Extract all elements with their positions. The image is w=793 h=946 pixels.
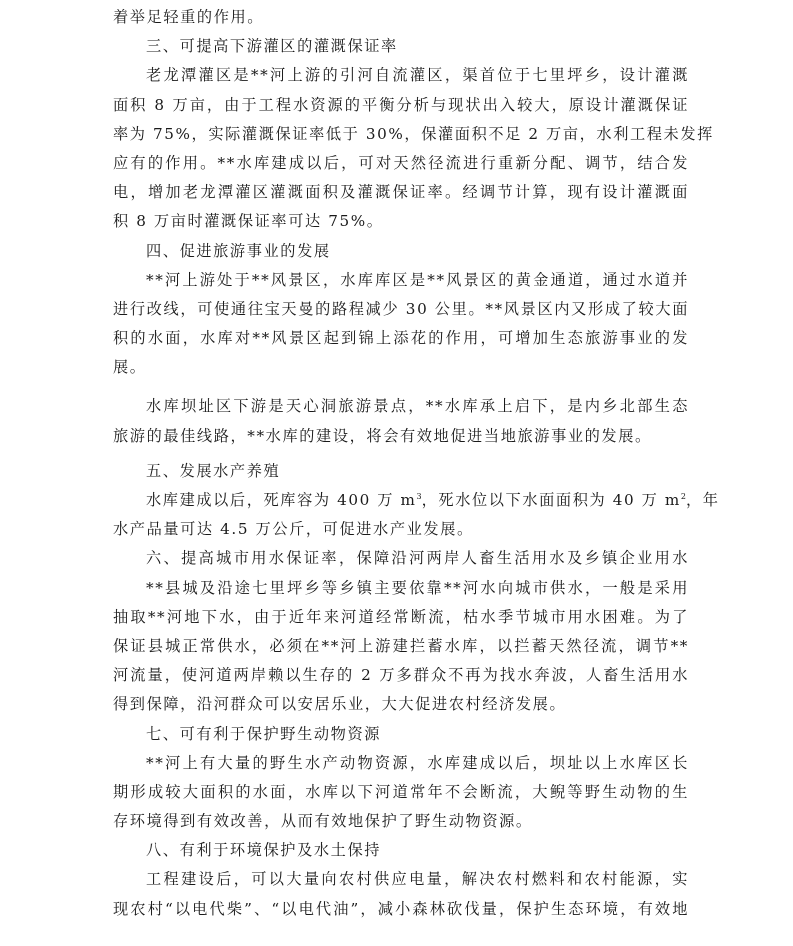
text-line: 着举足轻重的作用。 [113,8,265,26]
text-line: **县城及沿途七里坪乡等乡镇主要依靠**河水向城市供水，一般是采用 [146,578,689,597]
section-heading: 六、提高城市用水保证率，保障沿河两岸人畜生活用水及乡镇企业用水 [146,549,689,568]
text-line: 现农村“以电代柴”、“以电代油”，减小森林砍伐量，保护生态环境，有效地 [113,899,689,918]
document-page [0,3,793,946]
text-line: 应有的作用。**水库建成以后，可对天然径流进行重新分配、调节，结合发 [113,153,689,172]
text-line: 积 8 万亩时灌溉保证率可达 75%。 [113,212,384,231]
section-heading: 四、促进旅游事业的发展 [146,241,331,260]
text-line: 老龙潭灌区是**河上游的引河自流灌区，渠首位于七里坪乡，设计灌溉 [146,66,689,85]
section-heading: 三、可提高下游灌区的灌溉保证率 [146,37,398,56]
section-heading: 八、有利于环境保护及水土保持 [146,841,382,860]
text-line: 抽取**河地下水，由于近年来河道经常断流，枯水季节城市用水困难。为了 [113,607,689,626]
text-line: 工程建设后，可以大量向农村供应电量，解决农村燃料和农村能源，实 [146,870,689,889]
text-line: 存环境得到有效改善，从而有效地保护了野生动物资源。 [113,812,533,831]
text-line: 展。 [113,358,147,377]
text-line [113,486,720,515]
text-line: 旅游的最佳线路，**水库的建设，将会有效地促进当地旅游事业的发展。 [113,426,652,445]
superscript: 3 [416,492,422,501]
text-line: 积的水面，水库对**风景区起到锦上添花的作用，可增加生态旅游事业的发 [113,329,689,348]
section-heading: 七、可有利于保护野生动物资源 [146,724,382,743]
text-fragment: ，年 [685,491,720,509]
text-line: 得到保障，沿河群众可以安居乐业，大大促进农村经济发展。 [113,695,567,714]
text-line: 水库坝址区下游是天心洞旅游景点，**水库承上启下，是内乡北部生态 [146,397,689,416]
text-line: **河上游处于**风景区，水库库区是**风景区的黄金通道，通过水道并 [146,270,689,289]
text-line: 电，增加老龙潭灌区灌溉面积及灌溉保证率。经调节计算，现有设计灌溉面 [113,183,689,202]
text-line: 进行改线，可使通往宝天曼的路程减少 30 公里。**风景区内又形成了较大面 [113,299,689,318]
text-line: 河流量，使河道两岸赖以生存的 2 万多群众不再为找水奔波，人畜生活用水 [113,666,689,685]
text-fragment: 水库建成以后，死库容为 400 万 m [146,491,417,509]
text-line: 面积 8 万亩，由于工程水资源的平衡分析与现状出入较大，原设计灌溉保证 [113,95,689,114]
text-line: **河上有大量的野生水产动物资源，水库建成以后，坝址以上水库区长 [146,753,689,772]
text-line: 率为 75%，实际灌溉保证率低于 30%，保灌面积不足 2 万亩，水利工程未发挥 [113,124,714,143]
document-body [113,3,720,924]
text-line: 保证县城正常供水，必须在**河上游建拦蓄水库，以拦蓄天然径流，调节** [113,636,689,655]
superscript: 2 [680,492,686,501]
text-fragment: ，死水位以下水面面积为 40 万 m [421,491,681,509]
text-line: 水产品量可达 4.5 万公斤，可促进水产业发展。 [113,520,474,539]
section-heading: 五、发展水产养殖 [146,461,281,480]
text-line: 期形成较大面积的水面，水库以下河道常年不会断流，大鲵等野生动物的生 [113,782,689,801]
